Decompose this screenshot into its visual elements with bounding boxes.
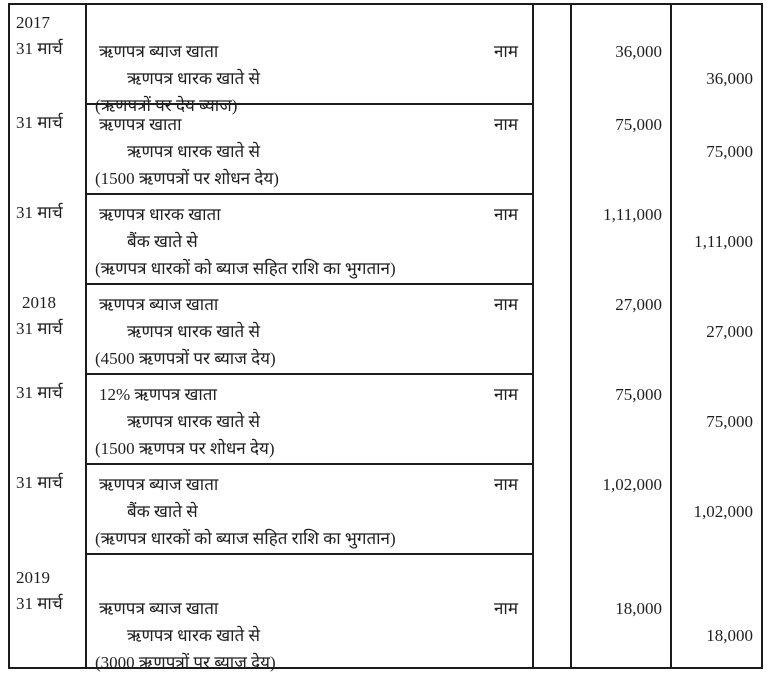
credit-account: ऋणपत्र धारक खाते से [127, 69, 260, 88]
date-cell [10, 105, 85, 195]
credit-account: बैंक खाते से [127, 232, 198, 251]
particulars-cell [87, 105, 532, 195]
date-cell [10, 555, 85, 677]
entry-date: 31 मार्च [16, 39, 63, 58]
entry-date: 31 मार्च [16, 113, 63, 132]
narration: (1500 ऋणपत्रों पर शोधन देय) [95, 169, 279, 188]
particulars-cell [87, 5, 532, 115]
credit-amount: 18,000 [706, 626, 753, 645]
dr-label: नाम [493, 205, 518, 224]
debit-account: ऋणपत्र ब्याज खाता [99, 475, 219, 494]
credit-amount: 36,000 [706, 69, 753, 88]
narration: (ऋणपत्र धारकों को ब्याज सहित राशि का भुगतान) [95, 259, 396, 278]
date-cell [10, 375, 85, 465]
entry-date: 31 मार्च [16, 594, 63, 613]
particulars-column [87, 5, 534, 672]
credit-account: ऋणपत्र धारक खाते से [127, 142, 260, 161]
narration: (ऋणपत्रों पर देय ब्याज) [95, 96, 238, 115]
particulars-cell [87, 285, 532, 375]
credit-amount: 27,000 [706, 322, 753, 341]
debit-account: ऋणपत्र धारक खाता [99, 205, 221, 224]
debit-account: ऋणपत्र ब्याज खाता [99, 599, 219, 618]
credit-amount: 1,02,000 [693, 502, 753, 521]
dr-label: नाम [493, 295, 518, 314]
credit-amount: 75,000 [706, 142, 753, 161]
dr-label: नाम [493, 42, 518, 61]
particulars-cell [87, 465, 532, 555]
debit-amount: 75,000 [615, 385, 662, 404]
narration: (1500 ऋणपत्र पर शोधन देय) [95, 439, 275, 458]
entry-year: 2018 [22, 293, 56, 312]
date-cell [10, 195, 85, 285]
ledger-folio-column [534, 5, 572, 667]
entry-date: 31 मार्च [16, 383, 63, 402]
credit-account: ऋणपत्र धारक खाते से [127, 412, 260, 431]
debit-account: ऋणपत्र ब्याज खाता [99, 42, 219, 61]
date-cell [10, 285, 85, 375]
entry-date: 31 मार्च [16, 473, 63, 492]
date-cell [10, 465, 85, 555]
narration: (3000 ऋणपत्रों पर ब्याज देय) [95, 653, 276, 672]
journal-table [8, 3, 763, 672]
credit-account: ऋणपत्र धारक खाते से [127, 322, 260, 341]
debit-account: 12% ऋणपत्र खाता [99, 385, 217, 404]
dr-label: नाम [493, 115, 518, 134]
date-cell [10, 5, 85, 105]
credit-account: ऋणपत्र धारक खाते से [127, 626, 260, 645]
entry-date: 31 मार्च [16, 203, 63, 222]
debit-amount-column [572, 5, 672, 667]
debit-amount: 36,000 [615, 42, 662, 61]
entry-year: 2019 [16, 568, 50, 587]
debit-amount: 75,000 [615, 115, 662, 134]
entry-date: 31 मार्च [16, 319, 63, 338]
dr-label: नाम [493, 599, 518, 618]
debit-account: ऋणपत्र खाता [99, 115, 182, 134]
particulars-cell [87, 555, 532, 677]
debit-account: ऋणपत्र ब्याज खाता [99, 295, 219, 314]
debit-amount: 1,11,000 [603, 205, 662, 224]
debit-amount: 18,000 [615, 599, 662, 618]
credit-amount: 1,11,000 [694, 232, 753, 251]
debit-amount: 1,02,000 [602, 475, 662, 494]
credit-account: बैंक खाते से [127, 502, 198, 521]
credit-amount-column [672, 5, 761, 667]
narration: (4500 ऋणपत्रों पर ब्याज देय) [95, 349, 276, 368]
particulars-cell [87, 195, 532, 285]
narration: (ऋणपत्र धारकों को ब्याज सहित राशि का भुगतान) [95, 529, 396, 548]
debit-amount: 27,000 [615, 295, 662, 314]
credit-amount: 75,000 [706, 412, 753, 431]
dr-label: नाम [493, 475, 518, 494]
dr-label: नाम [493, 385, 518, 404]
date-column [10, 5, 87, 667]
entry-year: 2017 [16, 13, 50, 32]
particulars-cell [87, 375, 532, 465]
